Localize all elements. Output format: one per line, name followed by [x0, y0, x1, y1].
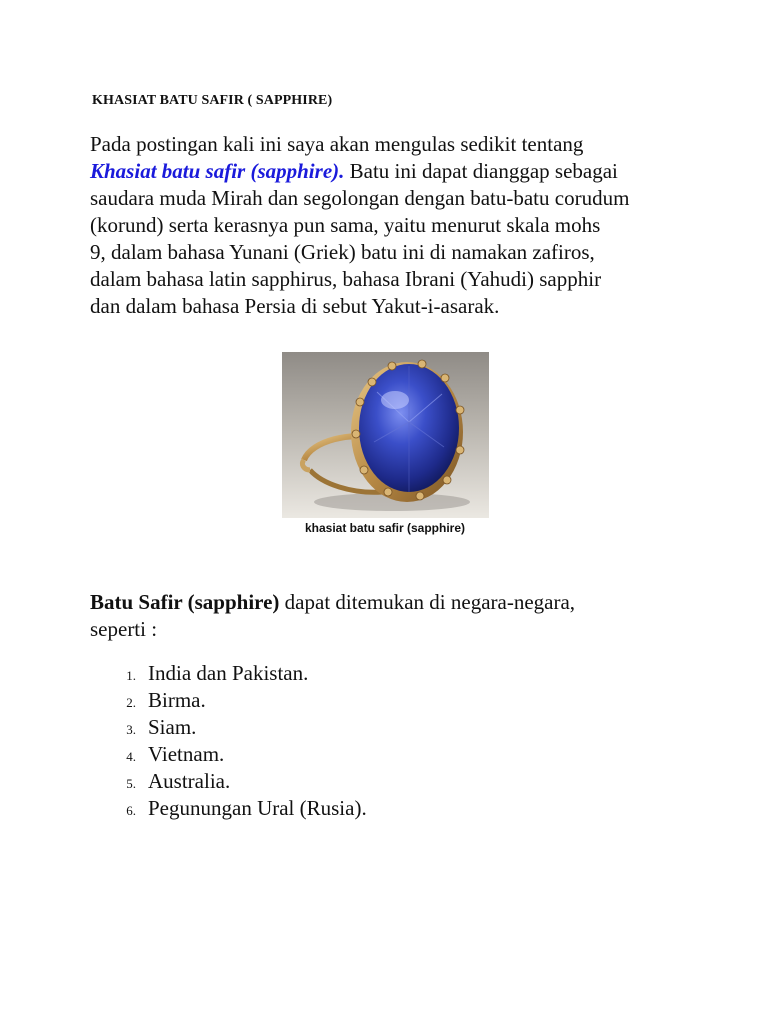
- intro-line: saudara muda Mirah dan segolongan dengan batu-batu corudum: [90, 186, 630, 210]
- sapphire-link[interactable]: Khasiat batu safir (sapphire).: [90, 159, 345, 183]
- list-number: 5.: [126, 776, 136, 791]
- list-item: [92, 714, 367, 741]
- list-number: 1.: [126, 668, 136, 683]
- list-item-text: Pegunungan Ural (Rusia).: [148, 796, 367, 820]
- list-item-text: Siam.: [148, 715, 197, 739]
- intro-line: 9, dalam bahasa Yunani (Griek) batu ini di namakan zafiros,: [90, 240, 595, 264]
- intro-line-rest: Batu ini dapat dianggap sebagai: [344, 159, 618, 183]
- list-item: [92, 741, 367, 768]
- list-item-text: Australia.: [148, 769, 231, 793]
- list-number: 4.: [126, 749, 136, 764]
- list-number: 3.: [126, 722, 136, 737]
- list-item: [92, 687, 367, 714]
- country-list: [92, 660, 367, 822]
- section-paragraph: [90, 589, 690, 643]
- list-number: 6.: [126, 803, 136, 818]
- list-item: [92, 795, 367, 822]
- document-title: KHASIAT BATU SAFIR ( SAPPHIRE): [92, 93, 333, 108]
- list-item: [92, 768, 367, 795]
- intro-line: dalam bahasa latin sapphirus, bahasa Ibrani (Yahudi) sapphir: [90, 267, 602, 291]
- section-line-rest: dapat ditemukan di negara-negara,: [279, 590, 576, 614]
- list-item-text: Birma.: [148, 688, 206, 712]
- intro-line: (korund) serta kerasnya pun sama, yaitu menurut skala mohs: [90, 213, 601, 237]
- section-bold-lead: Batu Safir (sapphire): [90, 590, 280, 614]
- intro-line: dan dalam bahasa Persia di sebut Yakut-i-asarak.: [90, 294, 500, 318]
- intro-line: Pada postingan kali ini saya akan mengulas sedikit tentang: [90, 132, 584, 156]
- image-caption: khasiat batu safir (sapphire): [304, 521, 466, 535]
- list-item-text: India dan Pakistan.: [148, 661, 309, 685]
- list-item-text: Vietnam.: [148, 742, 225, 766]
- list-item: [92, 660, 367, 687]
- section-line: [90, 589, 690, 616]
- list-number: 2.: [126, 695, 136, 710]
- intro-line: [90, 158, 690, 185]
- intro-paragraph: [90, 131, 690, 320]
- section-line: seperti :: [90, 617, 158, 641]
- sapphire-ring-image: [282, 352, 489, 518]
- sapphire-ring-photo-icon: [282, 352, 489, 518]
